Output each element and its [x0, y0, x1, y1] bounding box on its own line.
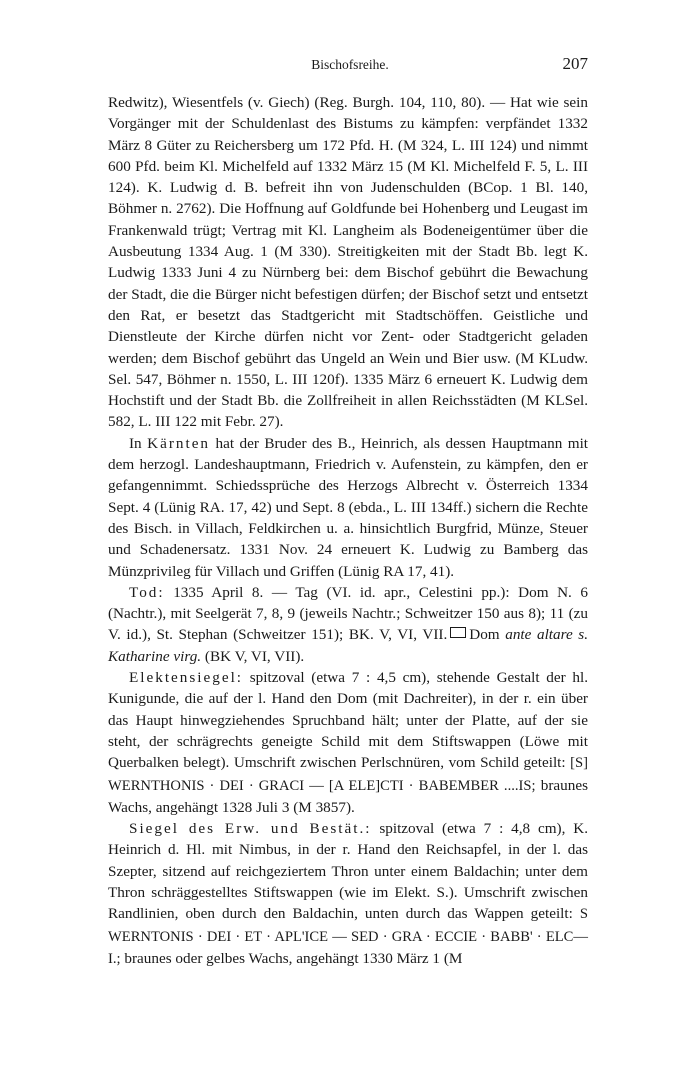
paragraph-finances: Redwitz), Wiesentfels (v. Giech) (Reg. Burgh. 104, 110, 80). — Hat wie sein Vorgänger mit der Schuldenlast des Bistums zu kämpfen: verpfändet 1332 März 8 Güter zu Reichersberg um 172 Pfd. H. (M 324, L. III 124) und nimmt 600 Pfd. beim Kl. Michelfeld auf 1332 März 15 (M Kl. Michelfeld F. 5, L. III 124). K. Ludwig d. B. befreit ihn von Judenschulden (BCop. 1 Bl. 140, Böhmer n. 2762). Die Hoffnung auf Goldfunde bei Hohenberg und Leugast im Frankenwald trügt; Vertrag mit Kl. Langheim als Bodeneigentümer über die Ausbeutung 1334 Aug. 1 (M 330). Streitigkeiten mit der Stadt Bb. legt K. Ludwig 1333 Juni 4 zu Nürnberg bei: dem Bischof gebührt die Bewachung der Stadt, die die Bürger nicht befestigen dürfen; der Bischof setzt und entsetzt den Rat, er besetzt das Stadtgericht mit Stadtschöffen. Geistliche und Dienstleute der Kirche dürfen nicht vor Zent- oder Stadtgericht geladen werden; dem Bischof gebührt das Ungeld an Wein und Bier usw. (M KLudw. Sel. 547, Böhmer n. 1550, L. III 120f). 1335 März 6 erneuert K. Ludwig dem Hochstift und der Stadt Bb. die Zollfreiheit in allen Reichsstädten (M KLSel. 582, L. III 122 mit Febr. 27).	[108, 94, 588, 431]
bishop-seal-legend: S WERNTONIS · DEI · ET · APL'ICE — SED · GRA · ECCIE · BABB' · ELC—I.;	[108, 906, 588, 967]
paragraph-carinthia	[108, 433, 588, 582]
body-text	[108, 92, 588, 970]
paragraph-elect-seal	[108, 667, 588, 818]
running-title: Bischofsreihe.	[311, 57, 389, 72]
carinthia-intro: In	[129, 434, 142, 452]
page-number: 207	[562, 54, 588, 73]
death-heading: Tod:	[129, 583, 165, 601]
death-sources: (BK V, VI, VII).	[204, 647, 305, 665]
elect-seal-legend: [S] WERNTHONIS · DEI · GRACI — [A ELE]CTI · BABEMBER ....IS;	[108, 755, 588, 794]
elect-seal-heading: Elektensiegel:	[129, 669, 244, 687]
bishop-seal-description: spitzoval (etwa 7 : 4,8 cm), K. Heinrich d. Hl. mit Nimbus, in der r. Hand den Reichsapfel, in der l. das Szepter, sitzend auf reichgeziertem Thron unter einem Baldachin; unter dem Thron schräggestelltes Stiftswappen (wie im Elekt. S.). Umschrift zwischen Randlinien, oben durch den Baldachin, unten durch das Wappen geteilt:	[108, 820, 589, 923]
bishop-seal-heading: Siegel des Erw. und Bestät.:	[129, 820, 372, 838]
elect-seal-material: braunes Wachs, angehängt 1328 Juli 3 (M 3857).	[108, 776, 588, 816]
paragraph-death	[108, 582, 588, 667]
death-text: 1335 April 8. — Tag (VI. id. apr., Celestini pp.): Dom N. 6 (Nachtr.), mit Seelgerät 7, 8, 9 (jeweils Nachtr.; Schweitzer 150 aus 8); 11 (zu V. id.), St. Stephan (Schweitzer 151); BK. V, VI, VII.	[108, 583, 588, 644]
paragraph-bishop-seal	[108, 818, 588, 970]
carinthia-text: hat der Bruder des B., Heinrich, als dessen Hauptmann mit dem herzogl. Landeshauptmann, Friedrich v. Aufenstein, zu kämpfen, den er gefangennimmt. Schiedssprüche des Herzogs Albrecht v. Österreich 1334 Sept. 4 (Lünig RA. 17, 42) und Sept. 8 (ebda., L. III 134ff.) sichern die Rechte des Bisch. in Villach, Feldkirchen u. a. hinsichtlich Burgfrid, Münze, Steuer und Schadenersatz. 1331 Nov. 24 erneuert K. Ludwig zu Bamberg das Münzprivileg für Villach und Griffen (Lünig RA 17, 41).	[108, 434, 589, 580]
death-altar-location: ante altare s. Katharine virg.	[108, 626, 589, 665]
death-dom: Dom	[469, 626, 500, 644]
bishop-seal-material: braunes oder gelbes Wachs, angehängt 1330 März 1 (M	[124, 949, 463, 967]
elect-seal-description: spitzoval (etwa 7 : 4,5 cm), stehende Gestalt der hl. Kunigunde, die auf der l. Hand den Dom (mit Dachreiter), in der r. ein über das Haupt hinwegziehendes Spruchband hält; unter der Platte, auf der sie steht, der schrägrechts geneigte Schild mit dem Stiftswappen (Löwe mit Querbalken belegt). Umschrift zwischen Perlschnüren, vom Schild geteilt:	[108, 669, 589, 772]
carinthia-heading: Kärnten	[147, 434, 211, 452]
rectangle-symbol-icon	[450, 627, 466, 638]
running-head	[0, 54, 700, 76]
